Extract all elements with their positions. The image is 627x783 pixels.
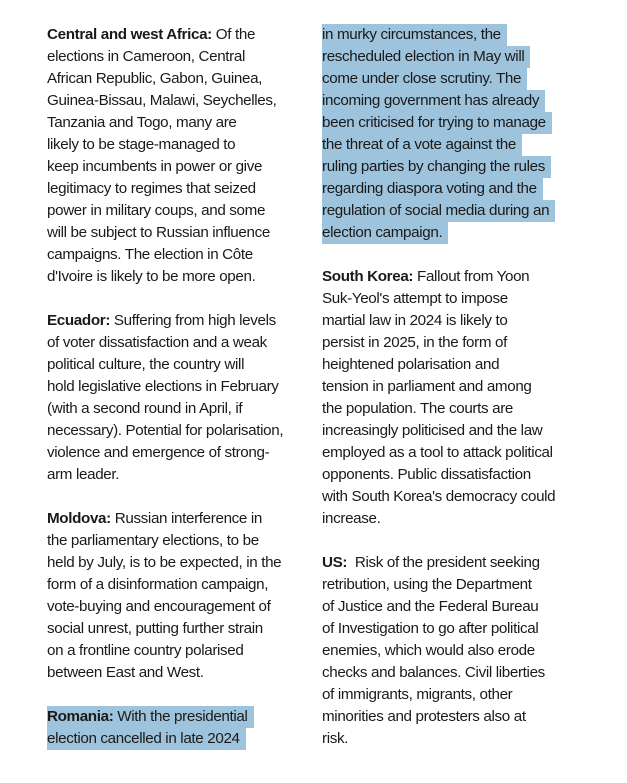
- line-content: [47, 376, 285, 398]
- text-line: [47, 530, 337, 552]
- text-line: [47, 178, 337, 200]
- line-text: violence and emergence of strong-: [47, 444, 270, 461]
- line-text: risk.: [322, 730, 349, 747]
- text-line: [322, 618, 612, 640]
- line-text: increase.: [322, 510, 381, 527]
- line-text: employed as a tool to attack political: [322, 444, 553, 461]
- text-line: [322, 442, 612, 464]
- paragraph: [47, 706, 337, 750]
- text-line: [322, 596, 612, 618]
- line-content: [47, 112, 243, 134]
- line-content: [47, 464, 125, 486]
- left-column: [47, 24, 337, 772]
- paragraph-heading: US:: [322, 554, 348, 571]
- text-line: [322, 90, 612, 112]
- line-content: [47, 178, 262, 200]
- line-content: [47, 662, 210, 684]
- paragraph: [47, 310, 337, 486]
- text-line: [47, 420, 337, 442]
- line-text: opponents. Public dissatisfaction: [322, 466, 531, 483]
- line-content: [322, 178, 543, 200]
- line-text: likely to be stage-managed to: [47, 136, 236, 153]
- line-content: [322, 266, 535, 288]
- line-content: [322, 24, 507, 46]
- line-content: [322, 332, 513, 354]
- line-text: enemies, which would also erode: [322, 642, 535, 659]
- line-text: with South Korea's democracy could: [322, 488, 556, 505]
- line-content: [322, 354, 505, 376]
- line-text: on a frontline country polarised: [47, 642, 244, 659]
- text-line: [322, 684, 612, 706]
- line-content: [322, 112, 552, 134]
- line-text: come under close scrutiny. The: [322, 70, 522, 87]
- line-text: (with a second round in April, if: [47, 400, 243, 417]
- text-line: [322, 200, 612, 222]
- line-content: [47, 244, 259, 266]
- line-text: power in military coups, and some: [47, 202, 266, 219]
- paragraph-heading: South Korea:: [322, 268, 414, 285]
- line-content: [322, 442, 559, 464]
- line-text: been criticised for trying to manage: [322, 114, 546, 131]
- line-content: [47, 222, 276, 244]
- text-line: [322, 354, 612, 376]
- line-text: d'Ivoire is likely to be more open.: [47, 268, 256, 285]
- line-content: [47, 46, 251, 68]
- line-content: [47, 90, 283, 112]
- line-content: [47, 310, 282, 332]
- text-line: [47, 134, 337, 156]
- text-line: [322, 24, 612, 46]
- line-text: Russian interference in: [110, 510, 263, 527]
- line-text: in murky circumstances, the: [322, 26, 501, 43]
- line-content: [47, 530, 265, 552]
- text-line: [47, 464, 337, 486]
- line-text: Risk of the president seeking: [347, 554, 540, 571]
- line-text: necessary). Potential for polarisation,: [47, 422, 284, 439]
- line-text: between East and West.: [47, 664, 204, 681]
- line-content: [322, 618, 544, 640]
- text-line: [322, 288, 612, 310]
- text-line: [322, 112, 612, 134]
- line-text: minorities and protesters also at: [322, 708, 526, 725]
- text-line: [322, 420, 612, 442]
- text-line: [322, 574, 612, 596]
- line-content: [322, 684, 518, 706]
- line-text: form of a disinformation campaign,: [47, 576, 269, 593]
- line-text: will be subject to Russian influence: [47, 224, 270, 241]
- line-text: persist in 2025, in the form of: [322, 334, 508, 351]
- line-content: [47, 24, 261, 46]
- line-text: Guinea-Bissau, Malawi, Seychelles,: [47, 92, 277, 109]
- line-content: [322, 596, 544, 618]
- line-content: [322, 222, 448, 244]
- line-content: [47, 68, 268, 90]
- line-text: the population. The courts are: [322, 400, 514, 417]
- line-text: Of the: [211, 26, 256, 43]
- line-content: [322, 552, 546, 574]
- text-line: [47, 200, 337, 222]
- text-line: [47, 574, 337, 596]
- paragraph: [47, 508, 337, 684]
- line-text: incoming government has already: [322, 92, 540, 109]
- line-text: of Investigation to go after political: [322, 620, 539, 637]
- line-content: [47, 640, 250, 662]
- line-content: [322, 420, 548, 442]
- text-line: [322, 464, 612, 486]
- line-content: [47, 618, 269, 640]
- text-line: [47, 112, 337, 134]
- text-line: [47, 266, 337, 288]
- text-line: [47, 46, 337, 68]
- line-text: of voter dissatisfaction and a weak: [47, 334, 267, 351]
- line-text: increasingly politicised and the law: [322, 422, 543, 439]
- line-content: [47, 552, 287, 574]
- line-content: [322, 464, 537, 486]
- line-text: of immigrants, migrants, other: [322, 686, 513, 703]
- line-content: [322, 288, 514, 310]
- line-content: [47, 156, 268, 178]
- text-line: [47, 222, 337, 244]
- text-line: [47, 244, 337, 266]
- line-content: [47, 596, 277, 618]
- text-line: [322, 266, 612, 288]
- text-line: [47, 24, 337, 46]
- right-column: [322, 24, 612, 772]
- line-content: [322, 90, 545, 112]
- text-line: [47, 354, 337, 376]
- line-content: [322, 68, 527, 90]
- line-text: rescheduled election in May will: [322, 48, 525, 65]
- line-content: [47, 200, 271, 222]
- line-text: keep incumbents in power or give: [47, 158, 263, 175]
- text-line: [47, 398, 337, 420]
- text-line: [47, 90, 337, 112]
- line-text: heightened polarisation and: [322, 356, 500, 373]
- line-text: tension in parliament and among: [322, 378, 532, 395]
- text-line: [322, 552, 612, 574]
- text-line: [322, 222, 612, 244]
- text-line: [47, 68, 337, 90]
- paragraph: [322, 266, 612, 530]
- line-text: regulation of social media during an: [322, 202, 550, 219]
- line-text: the threat of a vote against the: [322, 136, 516, 153]
- paragraph: [322, 552, 612, 750]
- line-text: elections in Cameroon, Central: [47, 48, 246, 65]
- line-text: held by July, is to be expected, in the: [47, 554, 282, 571]
- paragraph: [322, 24, 612, 244]
- text-line: [322, 486, 612, 508]
- text-line: [47, 376, 337, 398]
- line-text: the parliamentary elections, to be: [47, 532, 259, 549]
- line-text: election cancelled in late 2024: [47, 730, 240, 747]
- text-line: [322, 134, 612, 156]
- text-line: [47, 508, 337, 530]
- paragraph: [47, 24, 337, 288]
- line-content: [47, 354, 250, 376]
- line-text: checks and balances. Civil liberties: [322, 664, 545, 681]
- text-line: [47, 156, 337, 178]
- line-text: regarding diaspora voting and the: [322, 180, 537, 197]
- line-text: Suk-Yeol's attempt to impose: [322, 290, 508, 307]
- text-line: [47, 310, 337, 332]
- text-line: [322, 706, 612, 728]
- line-content: [47, 442, 275, 464]
- line-content: [322, 310, 513, 332]
- line-content: [47, 332, 273, 354]
- text-line: [47, 640, 337, 662]
- line-content: [322, 574, 538, 596]
- text-line: [47, 552, 337, 574]
- line-content: [47, 706, 254, 728]
- line-content: [322, 706, 532, 728]
- line-content: [47, 398, 248, 420]
- line-text: African Republic, Gabon, Guinea,: [47, 70, 263, 87]
- line-text: Suffering from high levels: [110, 312, 276, 329]
- text-line: [47, 618, 337, 640]
- paragraph-heading: Moldova:: [47, 510, 111, 527]
- text-line: [47, 728, 337, 750]
- line-text: campaigns. The election in Côte: [47, 246, 253, 263]
- text-line: [322, 662, 612, 684]
- text-line: [322, 376, 612, 398]
- line-content: [322, 486, 561, 508]
- line-content: [47, 266, 261, 288]
- line-content: [322, 662, 551, 684]
- line-text: arm leader.: [47, 466, 120, 483]
- line-content: [322, 398, 519, 420]
- line-text: With the presidential: [113, 708, 248, 725]
- line-text: Tanzania and Togo, many are: [47, 114, 237, 131]
- text-line: [47, 662, 337, 684]
- line-content: [322, 508, 386, 530]
- text-line: [322, 178, 612, 200]
- line-text: political culture, the country will: [47, 356, 245, 373]
- line-text: legitimacy to regimes that seized: [47, 180, 256, 197]
- text-line: [322, 156, 612, 178]
- line-text: of Justice and the Federal Bureau: [322, 598, 539, 615]
- line-text: election campaign.: [322, 224, 443, 241]
- text-line: [322, 68, 612, 90]
- text-line: [322, 728, 612, 750]
- line-content: [322, 640, 541, 662]
- text-line: [47, 442, 337, 464]
- line-text: ruling parties by changing the rules: [322, 158, 545, 175]
- line-text: martial law in 2024 is likely to: [322, 312, 508, 329]
- text-line: [322, 332, 612, 354]
- text-line: [322, 46, 612, 68]
- paragraph-heading: Romania:: [47, 708, 114, 725]
- line-content: [322, 156, 551, 178]
- line-text: hold legislative elections in February: [47, 378, 279, 395]
- line-content: [322, 200, 555, 222]
- text-line: [47, 596, 337, 618]
- text-line: [322, 310, 612, 332]
- line-content: [322, 376, 538, 398]
- line-content: [322, 46, 530, 68]
- paragraph-heading: Central and west Africa:: [47, 26, 212, 43]
- line-content: [47, 134, 241, 156]
- paragraph-heading: Ecuador:: [47, 312, 111, 329]
- line-content: [322, 134, 522, 156]
- text-line: [47, 332, 337, 354]
- line-content: [47, 574, 274, 596]
- line-content: [47, 420, 289, 442]
- text-line: [322, 640, 612, 662]
- line-text: social unrest, putting further strain: [47, 620, 263, 637]
- line-content: [47, 508, 268, 530]
- line-text: vote-buying and encouragement of: [47, 598, 271, 615]
- text-line: [47, 706, 337, 728]
- line-text: retribution, using the Department: [322, 576, 532, 593]
- line-text: Fallout from Yoon: [413, 268, 530, 285]
- text-line: [322, 398, 612, 420]
- text-line: [322, 508, 612, 530]
- line-content: [322, 728, 354, 750]
- line-content: [47, 728, 246, 750]
